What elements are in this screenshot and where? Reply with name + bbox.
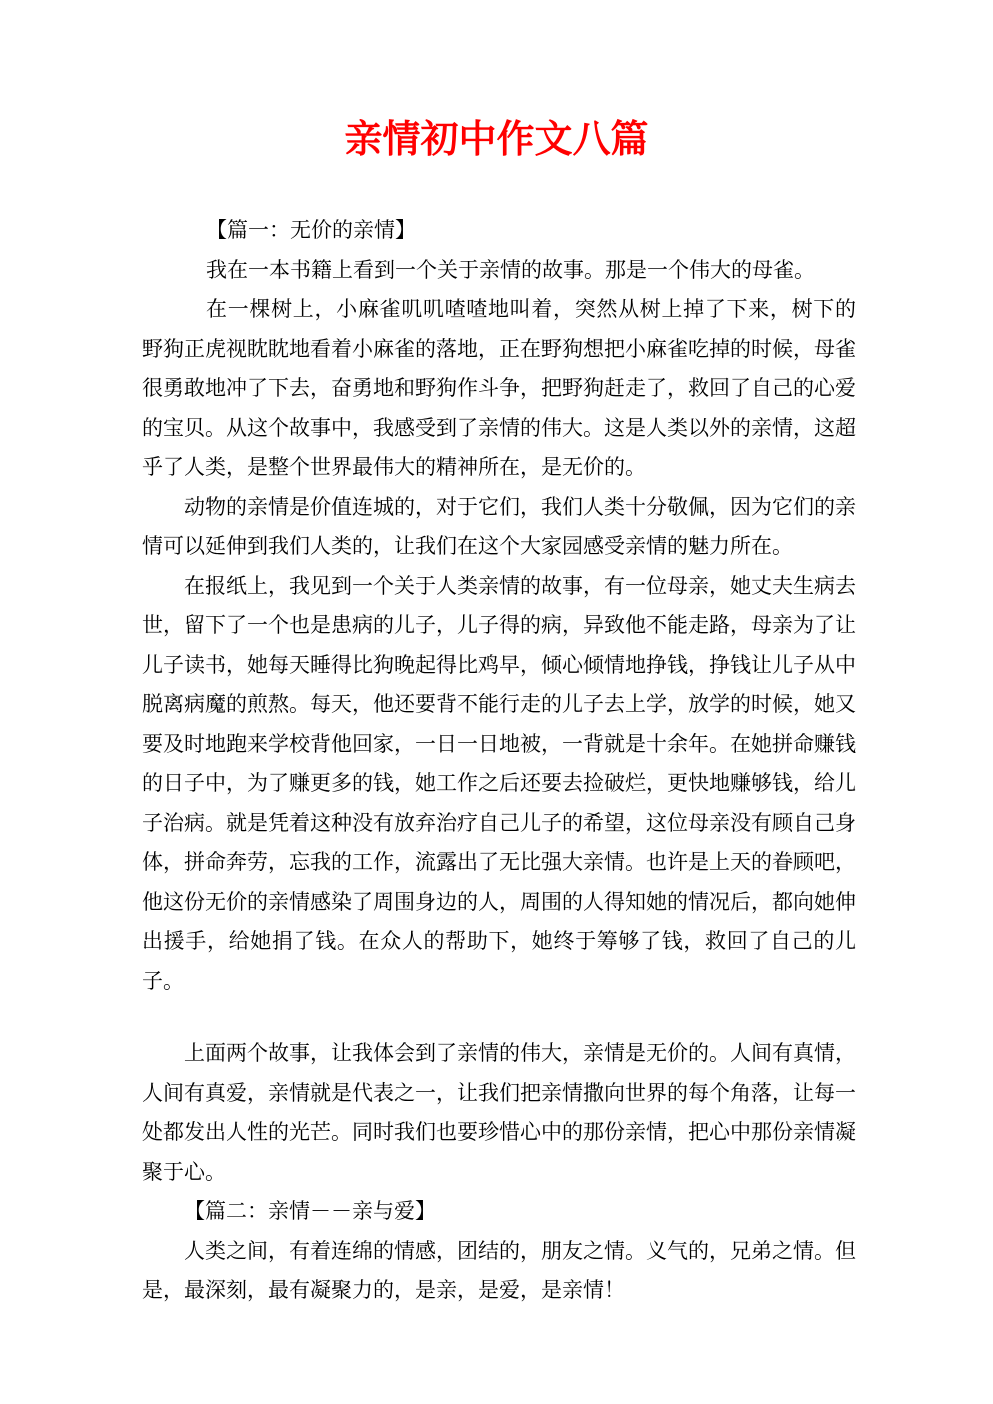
paragraph: 人类之间，有着连绵的情感，团结的，朋友之情。义气的，兄弟之情。但是，最深刻，最有凝聚力的，是亲，是爱，是亲情！ (142, 1238, 856, 1302)
paragraph: 我在一本书籍上看到一个关于亲情的故事。那是一个伟大的母雀。 (206, 257, 815, 282)
paragraph: 动物的亲情是价值连城的，对于它们，我们人类十分敬佩，因为它们的亲情可以延伸到我们人类的，让我们在这个大家园感受亲情的魅力所在。 (142, 494, 856, 558)
paragraph: 在一棵树上，小麻雀叽叽喳喳地叫着，突然从树上掉了下来，树下的野狗正虎视眈眈地看着小麻雀的落地，正在野狗想把小麻雀吃掉的时候，母雀很勇敢地冲了下去，奋勇地和野狗作斗争，把野狗赶走了，救回了自己的心爱的宝贝。从这个故事中，我感受到了亲情的伟大。这是人类以外的亲情，这超乎了人类，是整个世界最伟大的精神所在，是无价的。 (142, 297, 856, 479)
blank-line (142, 1001, 856, 1034)
document-title: 亲情初中作文八篇 (344, 119, 649, 161)
section-heading: 【篇一：无价的亲情】 (206, 218, 416, 242)
paragraph: 上面两个故事，让我体会到了亲情的伟大，亲情是无价的。人间有真情，人间有真爱，亲情就是代表之一，让我们把亲情撒向世界的每个角落，让每一处都发出人性的光芒。同时我们也要珍惜心中的那份亲情，把心中那份亲情凝聚于心。 (142, 1041, 856, 1184)
paragraph: 在报纸上，我见到一个关于人类亲情的故事，有一位母亲，她丈夫生病去世，留下了一个也是患病的儿子，儿子得的病，异致他不能走路，母亲为了让儿子读书，她每天睡得比狗晚起得比鸡早，倾心倾情地挣钱，挣钱让儿子从中脱离病魔的煎熬。每天，他还要背不能行走的儿子去上学，放学的时候，她又要及时地跑来学校背他回家，一日一日地被，一背就是十余年。在她拼命赚钱的日子中，为了赚更多的钱，她工作之后还要去捡破烂，更快地赚够钱，给儿子治病。就是凭着这种没有放弃治疗自己儿子的希望，这位母亲没有顾自己身体，拼命奔劳，忘我的工作，流露出了无比强大亲情。也许是上天的眷顾吧，他这份无价的亲情感染了周围身边的人，周围的人得知她的情况后，都向她伸出援手，给她捐了钱。在众人的帮助下，她终于筹够了钱，救回了自己的儿子。 (142, 573, 856, 993)
section-heading: 【篇二：亲情－－亲与爱】 (184, 1199, 436, 1223)
document-body (142, 211, 856, 1311)
